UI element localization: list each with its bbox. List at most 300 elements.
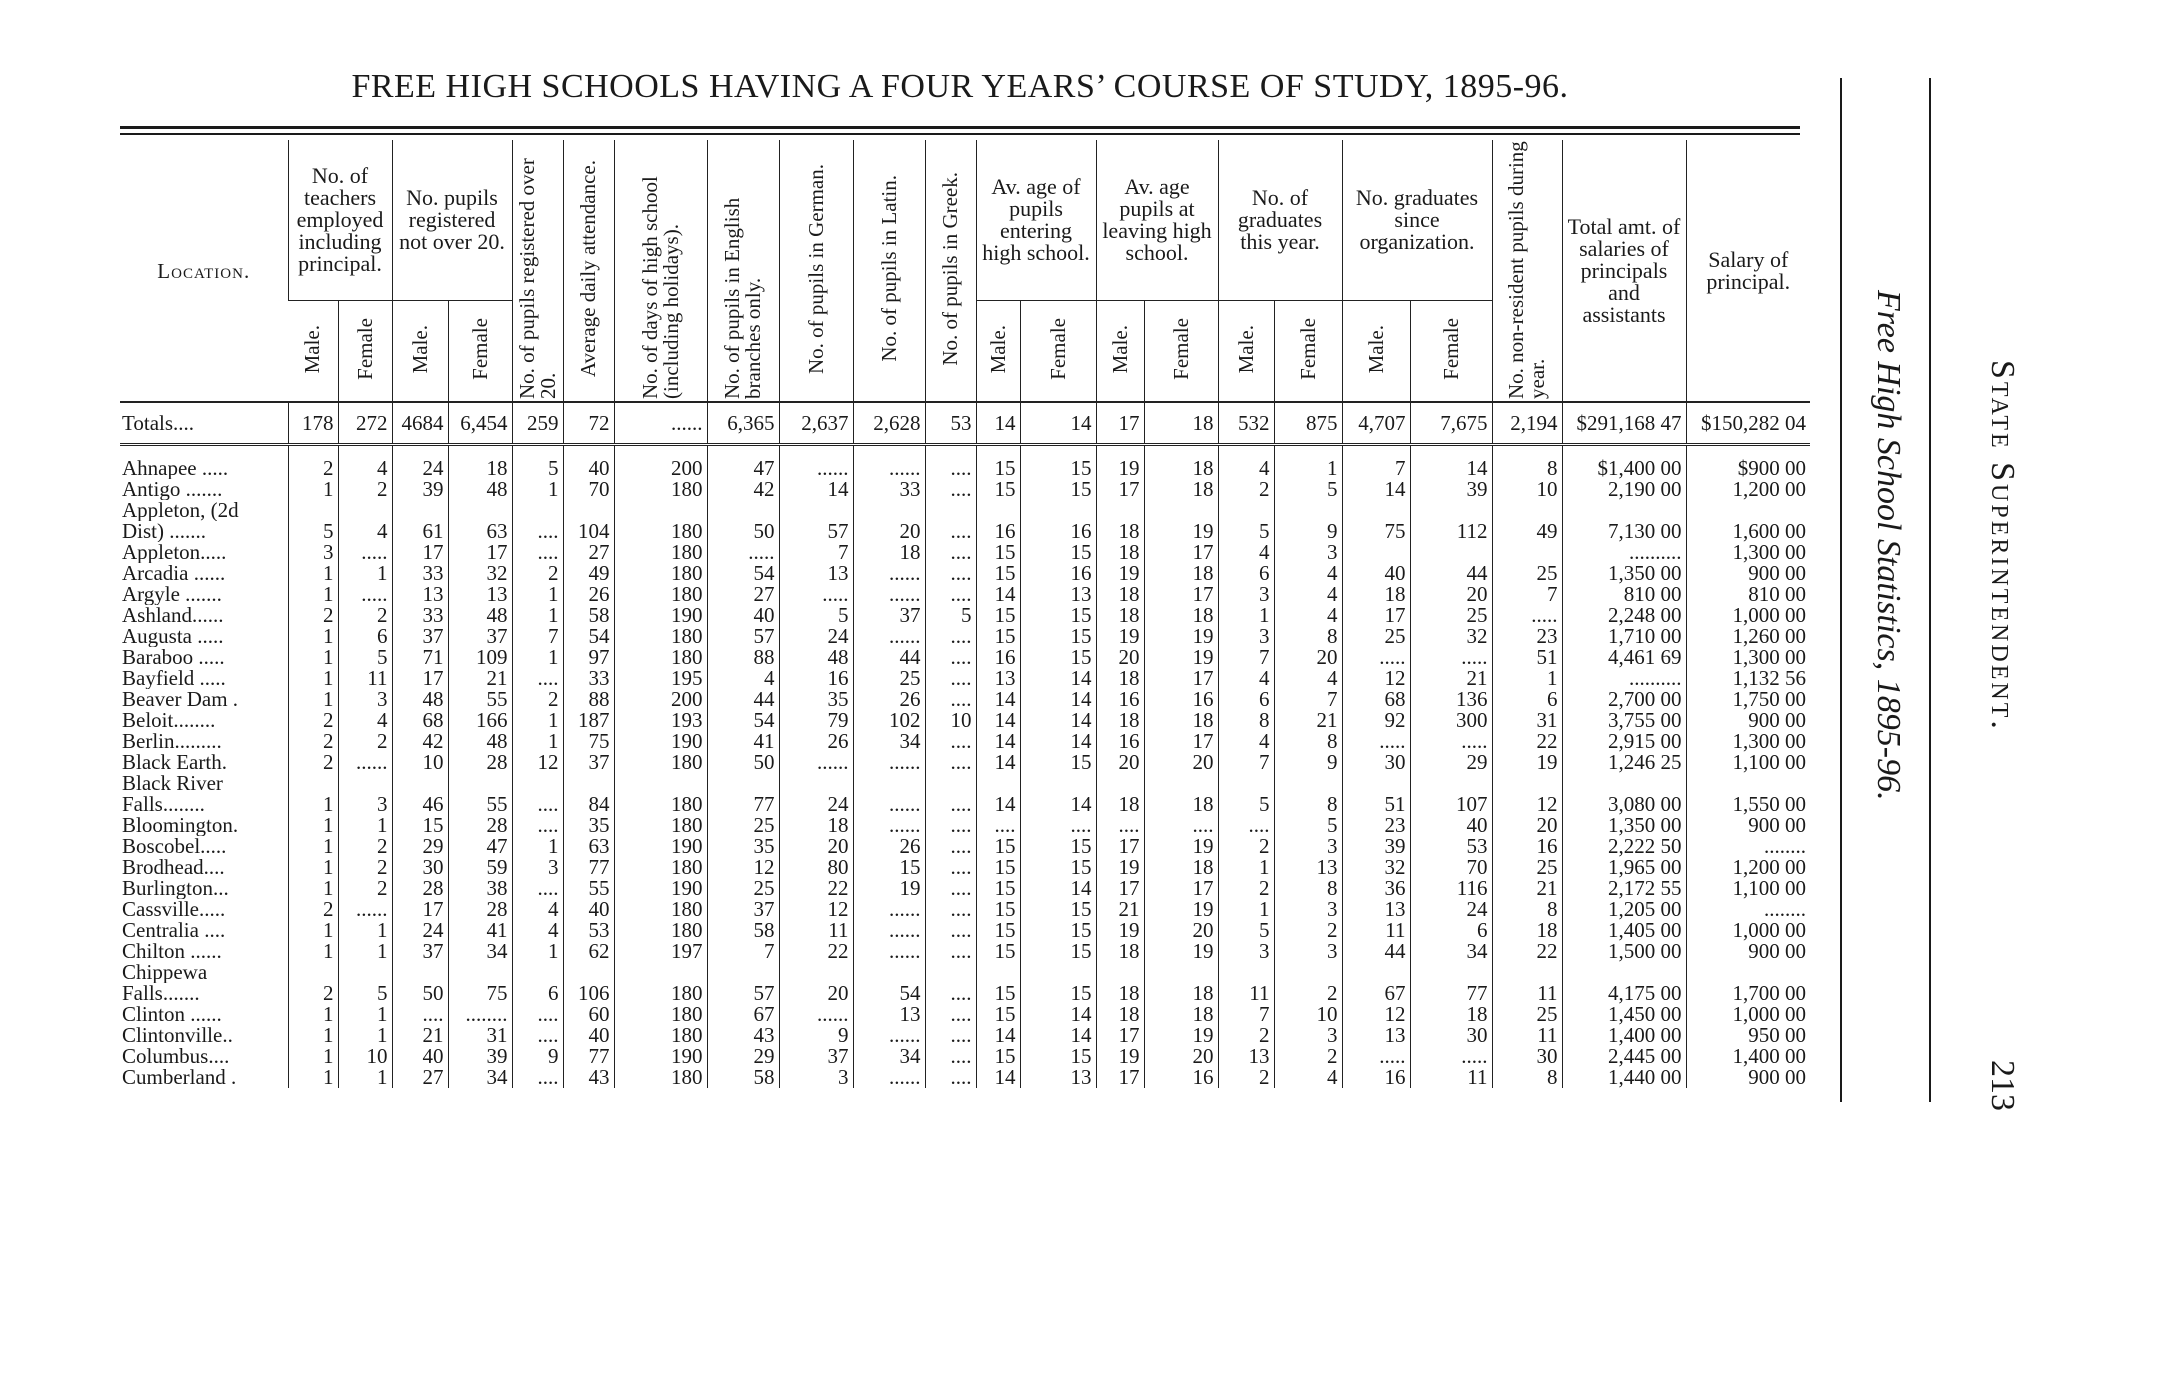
table-cell bbox=[1410, 962, 1492, 983]
table-cell bbox=[1342, 962, 1410, 983]
spacer-cell bbox=[120, 445, 288, 459]
table-cell: 810 00 bbox=[1686, 584, 1810, 605]
table-cell: 48 bbox=[779, 647, 853, 668]
table-cell: 3 bbox=[338, 689, 392, 710]
spacer-cell bbox=[1218, 445, 1274, 459]
table-cell: 2,248 00 bbox=[1562, 605, 1686, 626]
table-row bbox=[120, 626, 1810, 647]
location-cell: Appleton, (2d bbox=[122, 500, 239, 521]
table-cell: ...... bbox=[338, 899, 392, 920]
table-cell: 15 bbox=[976, 626, 1020, 647]
table-cell: 1,260 00 bbox=[1686, 626, 1810, 647]
table-cell: 18 bbox=[1096, 983, 1144, 1004]
table-row bbox=[120, 479, 1810, 500]
table-cell: 17 bbox=[1096, 402, 1144, 445]
table-cell: 14 bbox=[976, 1025, 1020, 1046]
table-cell: 1,450 00 bbox=[1562, 1004, 1686, 1025]
table-cell bbox=[1020, 500, 1096, 521]
table-cell: 2,637 bbox=[779, 402, 853, 445]
table-row bbox=[120, 794, 1810, 815]
spacer-cell bbox=[853, 445, 925, 459]
location-cell: Berlin......... bbox=[122, 731, 222, 752]
table-cell: 9 bbox=[779, 1025, 853, 1046]
days-header: No. of days of high school (including holidays). bbox=[614, 140, 707, 402]
table-cell: 4 bbox=[1274, 605, 1342, 626]
table-cell bbox=[512, 773, 563, 794]
table-cell: 8 bbox=[1492, 458, 1562, 479]
table-cell: 18 bbox=[1144, 479, 1218, 500]
table-cell: 180 bbox=[614, 899, 707, 920]
table-cell: 68 bbox=[392, 710, 448, 731]
table-cell: 3 bbox=[1218, 626, 1274, 647]
table-cell: 57 bbox=[779, 521, 853, 542]
table-cell: 1 bbox=[338, 1004, 392, 1025]
table-cell: .... bbox=[925, 920, 976, 941]
table-cell: 26 bbox=[853, 689, 925, 710]
table-cell: 3 bbox=[1274, 542, 1342, 563]
table-cell bbox=[707, 500, 779, 521]
table-row bbox=[120, 689, 1810, 710]
age-entering-header: Av. age of pupils entering high school. bbox=[976, 140, 1096, 301]
table-cell: 11 bbox=[779, 920, 853, 941]
table-cell: 2 bbox=[1218, 479, 1274, 500]
table-cell: 97 bbox=[563, 647, 614, 668]
table-cell: 58 bbox=[707, 1067, 779, 1088]
table-cell: 26 bbox=[779, 731, 853, 752]
table-cell: 28 bbox=[448, 815, 512, 836]
greek-header: No. of pupils in Greek. bbox=[925, 140, 976, 402]
teachers-male-header: Male. bbox=[300, 324, 325, 374]
table-cell bbox=[1274, 500, 1342, 521]
table-cell bbox=[1686, 500, 1810, 521]
spacer-cell bbox=[448, 445, 512, 459]
table-cell: 54 bbox=[853, 983, 925, 1004]
table-cell: 17 bbox=[392, 542, 448, 563]
table-cell bbox=[925, 773, 976, 794]
location-cell: Cumberland . bbox=[122, 1067, 237, 1088]
table-cell: .... bbox=[925, 584, 976, 605]
table-cell: 14 bbox=[976, 584, 1020, 605]
table-cell: 33 bbox=[392, 605, 448, 626]
table-cell: 15 bbox=[1020, 626, 1096, 647]
table-cell: 5 bbox=[338, 647, 392, 668]
table-cell: 3 bbox=[1274, 836, 1342, 857]
table-cell: .... bbox=[512, 794, 563, 815]
table-cell bbox=[1410, 773, 1492, 794]
table-cell bbox=[1492, 542, 1562, 563]
spacer-cell bbox=[563, 445, 614, 459]
table-cell: 1 bbox=[288, 920, 338, 941]
table-cell: ...... bbox=[853, 563, 925, 584]
table-cell bbox=[779, 962, 853, 983]
table-cell: 19 bbox=[1096, 626, 1144, 647]
table-cell: 8 bbox=[1274, 626, 1342, 647]
table-cell: 25 bbox=[1492, 563, 1562, 584]
table-cell bbox=[779, 773, 853, 794]
table-cell: 19 bbox=[1096, 920, 1144, 941]
table-cell: 2,222 50 bbox=[1562, 836, 1686, 857]
table-cell: 200 bbox=[614, 689, 707, 710]
table-cell: 15 bbox=[1020, 836, 1096, 857]
location-header: Location. bbox=[157, 258, 251, 283]
table-cell: 166 bbox=[448, 710, 512, 731]
table-cell: 20 bbox=[1096, 647, 1144, 668]
table-cell bbox=[976, 500, 1020, 521]
table-cell: 13 bbox=[779, 563, 853, 584]
table-cell: 16 bbox=[976, 521, 1020, 542]
table-cell: 15 bbox=[392, 815, 448, 836]
table-cell: 2 bbox=[1218, 878, 1274, 899]
table-cell: 30 bbox=[1410, 1025, 1492, 1046]
table-cell: 17 bbox=[1144, 542, 1218, 563]
table-cell: ...... bbox=[853, 1025, 925, 1046]
table-cell: 6 bbox=[1492, 689, 1562, 710]
table-cell: 1,350 00 bbox=[1562, 563, 1686, 584]
table-cell: 1 bbox=[1218, 857, 1274, 878]
table-cell: 9 bbox=[1274, 752, 1342, 773]
table-cell: 6 bbox=[1410, 920, 1492, 941]
table-cell: 13 bbox=[1342, 1025, 1410, 1046]
top-rule-1 bbox=[120, 126, 1800, 129]
table-cell: 44 bbox=[853, 647, 925, 668]
table-cell: 3,080 00 bbox=[1562, 794, 1686, 815]
table-cell: 15 bbox=[1020, 542, 1096, 563]
table-cell: 1,400 00 bbox=[1562, 1025, 1686, 1046]
table-cell: 4 bbox=[338, 710, 392, 731]
spacer-cell bbox=[338, 445, 392, 459]
table-row bbox=[120, 1004, 1810, 1025]
location-cell: Argyle ....... bbox=[122, 584, 222, 605]
table-cell: 13 bbox=[1274, 857, 1342, 878]
table-row bbox=[120, 584, 1810, 605]
table-cell: ...... bbox=[853, 584, 925, 605]
table-cell: 32 bbox=[448, 563, 512, 584]
table-cell: 21 bbox=[392, 1025, 448, 1046]
table-cell: 2 bbox=[288, 605, 338, 626]
table-cell: 900 00 bbox=[1686, 815, 1810, 836]
table-cell: 1 bbox=[288, 857, 338, 878]
table-cell: 32 bbox=[1342, 857, 1410, 878]
table-cell: 16 bbox=[779, 668, 853, 689]
location-cell: Augusta ..... bbox=[122, 626, 224, 647]
table-cell: ...... bbox=[853, 899, 925, 920]
table-cell: 2 bbox=[338, 836, 392, 857]
table-cell: 259 bbox=[512, 402, 563, 445]
table-cell: 51 bbox=[1342, 794, 1410, 815]
table-cell: 10 bbox=[1274, 1004, 1342, 1025]
table-cell: .......... bbox=[1562, 542, 1686, 563]
table-cell: 24 bbox=[392, 920, 448, 941]
table-cell: ..... bbox=[1410, 731, 1492, 752]
table-cell: 25 bbox=[1492, 857, 1562, 878]
table-cell: 92 bbox=[1342, 710, 1410, 731]
table-cell: 15 bbox=[1020, 479, 1096, 500]
table-cell: 41 bbox=[707, 731, 779, 752]
table-cell: 18 bbox=[1144, 605, 1218, 626]
table-cell: 6,454 bbox=[448, 402, 512, 445]
table-cell: 1 bbox=[288, 647, 338, 668]
table-cell: 18 bbox=[1096, 584, 1144, 605]
page-title: FREE HIGH SCHOOLS HAVING A FOUR YEARS’ COURSE OF STUDY, 1895-96. bbox=[351, 68, 1569, 105]
table-cell: 77 bbox=[707, 794, 779, 815]
table-cell: 11 bbox=[1218, 983, 1274, 1004]
table-cell: 10 bbox=[1492, 479, 1562, 500]
table-cell bbox=[1686, 962, 1810, 983]
table-row bbox=[120, 458, 1810, 479]
table-cell: .... bbox=[925, 1046, 976, 1067]
table-cell: .... bbox=[925, 689, 976, 710]
location-cell: Falls....... bbox=[122, 983, 200, 1004]
spacer-cell bbox=[1686, 445, 1810, 459]
table-cell: 18 bbox=[1144, 794, 1218, 815]
table-cell: 197 bbox=[614, 941, 707, 962]
table-cell: 34 bbox=[448, 1067, 512, 1088]
table-cell: 13 bbox=[853, 1004, 925, 1025]
table-cell: 2 bbox=[1218, 1025, 1274, 1046]
table-cell: 18 bbox=[1492, 920, 1562, 941]
table-cell: 7 bbox=[707, 941, 779, 962]
spacer-cell bbox=[288, 445, 338, 459]
table-cell: 54 bbox=[563, 626, 614, 647]
table-row bbox=[120, 836, 1810, 857]
table-cell: 15 bbox=[1020, 983, 1096, 1004]
table-cell: 15 bbox=[976, 836, 1020, 857]
table-cell: 4,175 00 bbox=[1562, 983, 1686, 1004]
table-cell: .... bbox=[925, 542, 976, 563]
table-row bbox=[120, 647, 1810, 668]
table-cell: 1 bbox=[338, 941, 392, 962]
table-cell: 19 bbox=[1144, 836, 1218, 857]
table-cell: 15 bbox=[976, 563, 1020, 584]
table-cell: 15 bbox=[1020, 899, 1096, 920]
table-row bbox=[120, 983, 1810, 1004]
table-cell: 1 bbox=[288, 563, 338, 584]
table-cell: .... bbox=[976, 815, 1020, 836]
table-cell: 3 bbox=[1274, 1025, 1342, 1046]
table-cell: 8 bbox=[1492, 899, 1562, 920]
table-cell: 18 bbox=[1144, 710, 1218, 731]
table-cell: 17 bbox=[1342, 605, 1410, 626]
table-cell: ..... bbox=[707, 542, 779, 563]
table-cell: 16 bbox=[1492, 836, 1562, 857]
table-cell: 1 bbox=[512, 605, 563, 626]
table-cell: .... bbox=[925, 479, 976, 500]
table-cell: 15 bbox=[1020, 941, 1096, 962]
table-cell: 16 bbox=[1020, 521, 1096, 542]
table-cell: ...... bbox=[779, 1004, 853, 1025]
table-cell: 75 bbox=[448, 983, 512, 1004]
table-cell: 11 bbox=[1492, 983, 1562, 1004]
table-cell: .... bbox=[925, 983, 976, 1004]
table-cell: 4,461 69 bbox=[1562, 647, 1686, 668]
table-cell: 12 bbox=[1342, 668, 1410, 689]
table-cell: 3 bbox=[1274, 899, 1342, 920]
table-cell: 18 bbox=[1144, 1004, 1218, 1025]
table-cell: 180 bbox=[614, 983, 707, 1004]
table-cell: 7 bbox=[1218, 647, 1274, 668]
table-cell: 102 bbox=[853, 710, 925, 731]
table-cell: 2,628 bbox=[853, 402, 925, 445]
table-cell: .......... bbox=[1562, 668, 1686, 689]
table-cell: 35 bbox=[707, 836, 779, 857]
table-cell: 1,750 00 bbox=[1686, 689, 1810, 710]
table-cell: 28 bbox=[448, 899, 512, 920]
table-cell: .... bbox=[925, 752, 976, 773]
table-cell: 12 bbox=[512, 752, 563, 773]
table-cell bbox=[392, 962, 448, 983]
location-cell: Dist) ....... bbox=[122, 521, 206, 542]
table-row bbox=[120, 1025, 1810, 1046]
table-cell: 16 bbox=[1144, 1067, 1218, 1088]
table-cell: 7 bbox=[1342, 458, 1410, 479]
table-cell: .... bbox=[512, 668, 563, 689]
table-cell: 1 bbox=[512, 941, 563, 962]
table-cell: 47 bbox=[707, 458, 779, 479]
table-cell bbox=[1342, 542, 1410, 563]
table-cell: 1 bbox=[1218, 605, 1274, 626]
table-cell: 4 bbox=[1218, 542, 1274, 563]
location-cell: Boscobel..... bbox=[122, 836, 227, 857]
table-cell: 5 bbox=[925, 605, 976, 626]
table-cell: 15 bbox=[976, 878, 1020, 899]
table-cell: 1,300 00 bbox=[1686, 731, 1810, 752]
table-cell bbox=[853, 500, 925, 521]
table-cell: 1 bbox=[512, 836, 563, 857]
table-cell: 35 bbox=[563, 815, 614, 836]
table-cell: 75 bbox=[563, 731, 614, 752]
table-cell: 190 bbox=[614, 1046, 707, 1067]
table-cell bbox=[925, 962, 976, 983]
table-cell: 88 bbox=[707, 647, 779, 668]
table-cell: 7 bbox=[1492, 584, 1562, 605]
location-cell: Chilton ...... bbox=[122, 941, 222, 962]
table-cell bbox=[563, 962, 614, 983]
table-cell: 2 bbox=[1274, 1046, 1342, 1067]
table-row bbox=[120, 563, 1810, 584]
table-cell: 20 bbox=[1274, 647, 1342, 668]
table-cell: 26 bbox=[563, 584, 614, 605]
spacer-cell bbox=[512, 445, 563, 459]
table-cell: 39 bbox=[1410, 479, 1492, 500]
table-cell: 14 bbox=[976, 752, 1020, 773]
table-cell: 2 bbox=[288, 458, 338, 479]
table-cell: 20 bbox=[1492, 815, 1562, 836]
table-cell: 15 bbox=[976, 605, 1020, 626]
table-cell: 1 bbox=[288, 1067, 338, 1088]
table-cell bbox=[392, 773, 448, 794]
table-cell: 79 bbox=[779, 710, 853, 731]
page-number: 213 bbox=[1984, 1060, 2021, 1111]
table-cell: 19 bbox=[1144, 1025, 1218, 1046]
table-cell: .... bbox=[925, 668, 976, 689]
table-cell: 1 bbox=[512, 731, 563, 752]
table-cell: 37 bbox=[392, 626, 448, 647]
table-cell bbox=[512, 500, 563, 521]
table-cell: 13 bbox=[1218, 1046, 1274, 1067]
table-cell: 2 bbox=[288, 731, 338, 752]
table-cell: 1,205 00 bbox=[1562, 899, 1686, 920]
table-cell bbox=[925, 500, 976, 521]
table-cell: 5 bbox=[338, 983, 392, 1004]
table-cell: 11 bbox=[1342, 920, 1410, 941]
table-cell: 950 00 bbox=[1686, 1025, 1810, 1046]
table-cell: 24 bbox=[779, 794, 853, 815]
table-cell: 1,200 00 bbox=[1686, 857, 1810, 878]
table-cell: .... bbox=[512, 1067, 563, 1088]
table-row bbox=[120, 668, 1810, 689]
grads-year-female-header: Female bbox=[1274, 301, 1342, 403]
total-salaries-header: Total amt. of salaries of principals and assistants bbox=[1562, 140, 1686, 402]
table-row bbox=[120, 500, 1810, 521]
table-cell: .... bbox=[925, 836, 976, 857]
table-cell: 17 bbox=[1096, 479, 1144, 500]
table-cell: 53 bbox=[925, 402, 976, 445]
table-cell: 2,190 00 bbox=[1562, 479, 1686, 500]
table-cell: 20 bbox=[1144, 752, 1218, 773]
table-cell: 2 bbox=[338, 479, 392, 500]
table-cell: $900 00 bbox=[1686, 458, 1810, 479]
table-cell: 5 bbox=[1218, 794, 1274, 815]
location-cell: Bayfield ..... bbox=[122, 668, 226, 689]
table-cell: 18 bbox=[853, 542, 925, 563]
table-cell: 2 bbox=[1218, 836, 1274, 857]
table-cell: 4 bbox=[338, 521, 392, 542]
table-cell: 13 bbox=[976, 668, 1020, 689]
table-cell: $150,282 04 bbox=[1686, 402, 1810, 445]
table-cell: 2 bbox=[1274, 983, 1342, 1004]
table-cell: 7 bbox=[779, 542, 853, 563]
table-cell bbox=[392, 500, 448, 521]
table-cell: ..... bbox=[338, 584, 392, 605]
table-cell: 1 bbox=[288, 584, 338, 605]
table-cell: 107 bbox=[1410, 794, 1492, 815]
running-header: State Superintendent. bbox=[1984, 360, 2021, 732]
table-cell: 37 bbox=[448, 626, 512, 647]
table-cell: 19 bbox=[1144, 941, 1218, 962]
table-cell: 1,100 00 bbox=[1686, 752, 1810, 773]
table-cell: 1,500 00 bbox=[1562, 941, 1686, 962]
table-cell: 80 bbox=[779, 857, 853, 878]
table-row bbox=[120, 1046, 1810, 1067]
table-cell: ...... bbox=[853, 920, 925, 941]
table-cell: 72 bbox=[563, 402, 614, 445]
spacer-cell bbox=[1144, 445, 1218, 459]
table-cell: 14 bbox=[976, 710, 1020, 731]
vertical-rule-left bbox=[1840, 78, 1842, 1102]
table-cell: 180 bbox=[614, 647, 707, 668]
table-cell bbox=[1492, 773, 1562, 794]
table-cell: .... bbox=[925, 899, 976, 920]
table-cell: 77 bbox=[563, 1046, 614, 1067]
table-cell: 20 bbox=[853, 521, 925, 542]
table-cell bbox=[563, 773, 614, 794]
table-cell: 1,440 00 bbox=[1562, 1067, 1686, 1088]
table-cell: 180 bbox=[614, 479, 707, 500]
table-cell bbox=[976, 962, 1020, 983]
grads-year-male-header: Male. bbox=[1218, 301, 1274, 403]
table-cell: 37 bbox=[563, 752, 614, 773]
table-cell: .... bbox=[925, 857, 976, 878]
table-cell: 33 bbox=[853, 479, 925, 500]
table-cell: 18 bbox=[1410, 1004, 1492, 1025]
table-cell bbox=[1410, 542, 1492, 563]
table-cell: 4 bbox=[338, 458, 392, 479]
table-cell: 15 bbox=[1020, 1046, 1096, 1067]
table-cell: 19 bbox=[1144, 647, 1218, 668]
latin-header: No. of pupils in Latin. bbox=[853, 140, 925, 402]
table-cell: 1,600 00 bbox=[1686, 521, 1810, 542]
table-cell: 29 bbox=[707, 1046, 779, 1067]
